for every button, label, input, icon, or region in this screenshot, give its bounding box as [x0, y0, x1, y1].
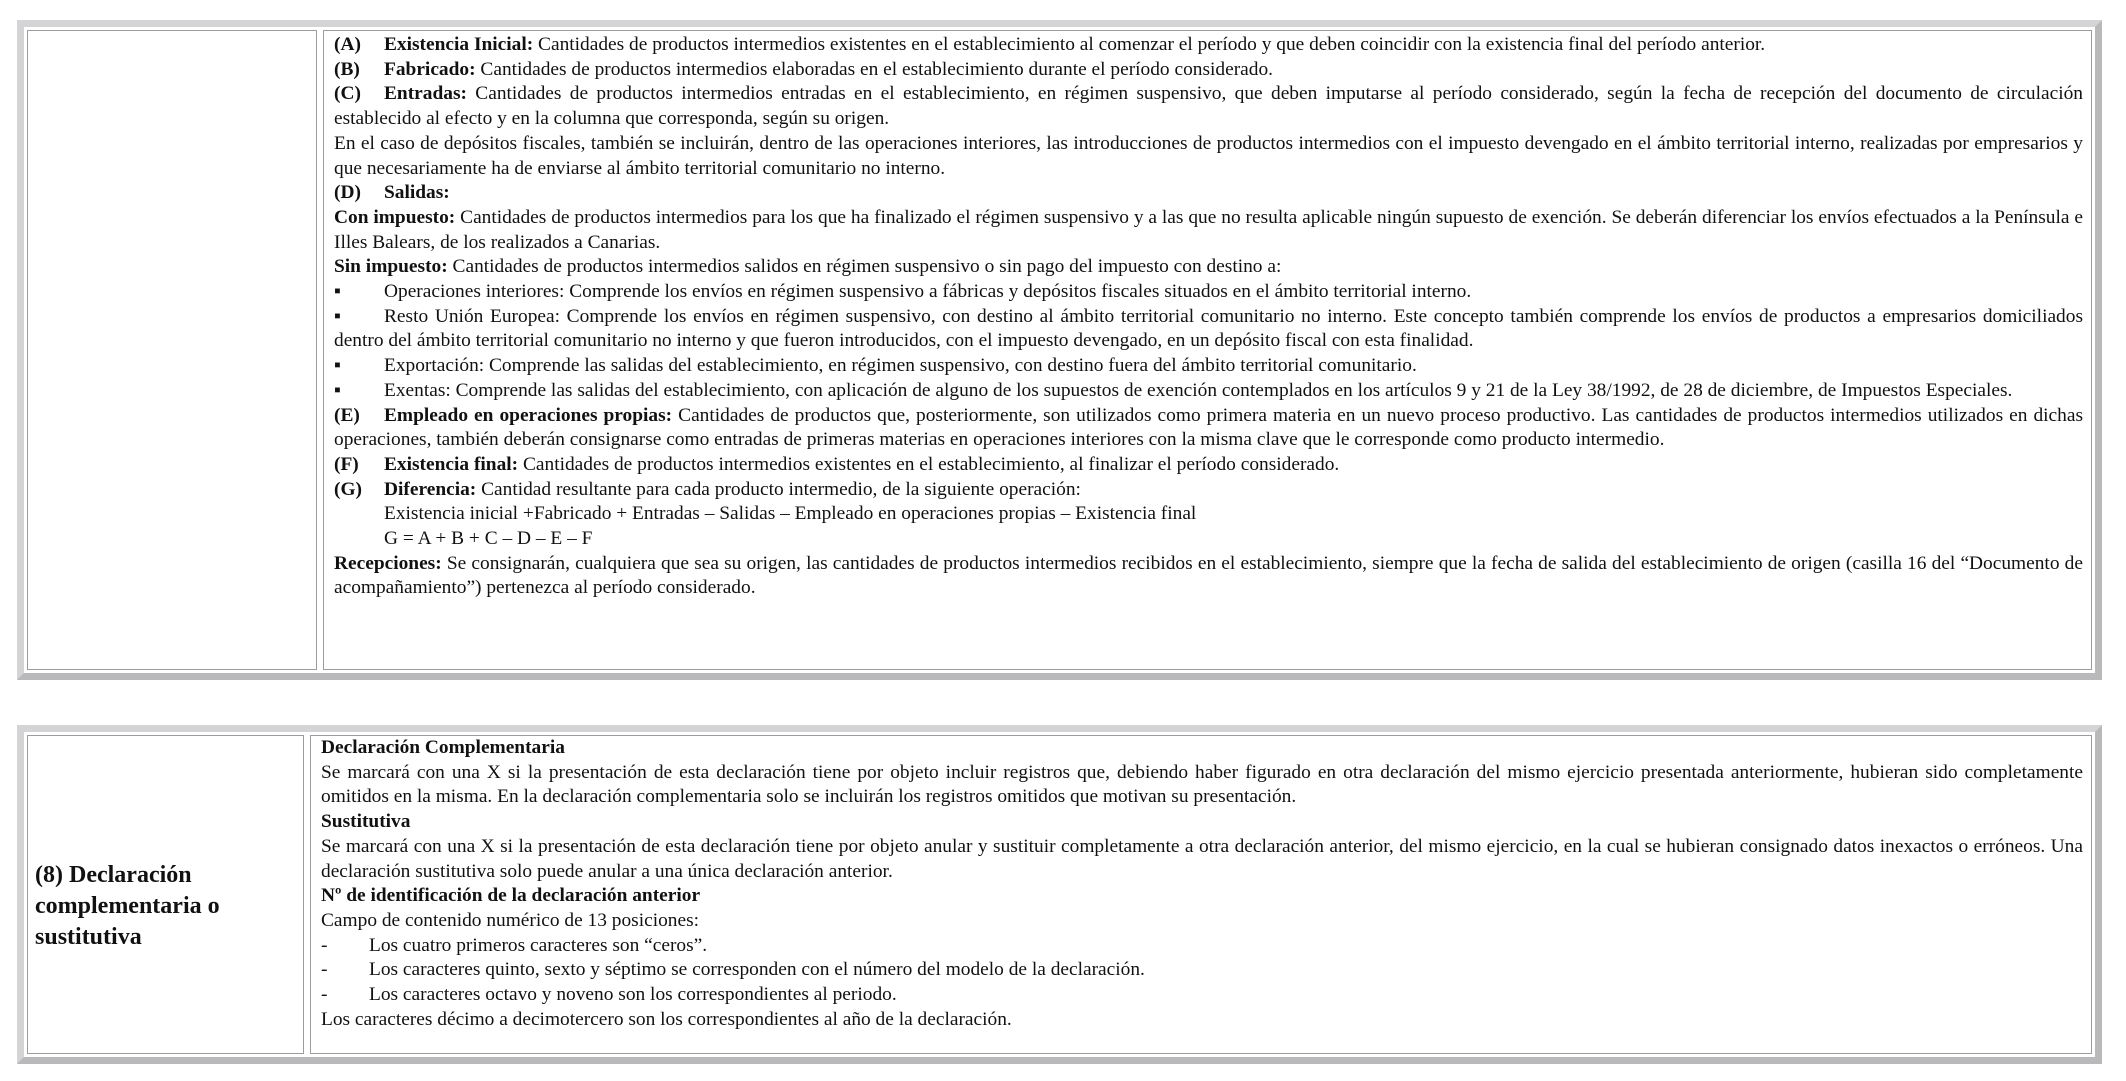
recepciones: Recepciones: Se consignarán, cualquiera que sea su origen, las cantidades de productos intermedios recibidos en el establecimiento, siempre que la fecha de salida del establecimiento de origen (casilla 16 del “Documento de acompañamiento”) pertenezca al período considerado. [334, 552, 2083, 599]
panel-existencias [17, 20, 2102, 680]
bullet-item: ▪ Resto Unión Europea: Comprende los envíos en régimen suspensivo, con destino al ámbito territorial comunitario no interno. Este concepto también comprende los envíos de productos a empresarios domiciliados dentro del ámbito territorial comunitario no interno y que fueron introducidos, con el impuesto devengado, en un depósito fiscal con esta finalidad. [334, 305, 2083, 352]
left-cell-empty [27, 30, 317, 670]
definitions-cell [323, 30, 2092, 670]
dash-item: - Los caracteres quinto, sexto y séptimo se corresponden con el número del modelo de la declaración. [321, 958, 2083, 983]
dash-item: - Los cuatro primeros caracteres son “ceros”. [321, 934, 2083, 959]
section-label-cell [27, 735, 304, 1054]
sust-text: Se marcará con una X si la presentación de esta declaración tiene por objeto anular y sustituir completamente a otra declaración anterior, del mismo ejercicio, en la cual se hubieran consignado datos inexactos o erróneos. Una declaración sustitutiva solo puede anular a una única declaración anterior. [321, 835, 2083, 882]
last-line: Los caracteres décimo a decimotercero son los correspondientes al año de la declaración. [321, 1008, 1012, 1030]
comp-title: Declaración Complementaria [321, 737, 565, 758]
item-d: (D) Salidas: [334, 182, 450, 204]
dash-icon: - [321, 959, 328, 981]
item-c-note: En el caso de depósitos fiscales, también se incluirán, dentro de las operaciones interiores, las introducciones de productos intermedios con el impuesto devengado en el ámbito territorial interno, realizadas por empresarios y que necesariamente ha de enviarse al ámbito territorial comunitario no interno. [334, 132, 2083, 179]
section-title: (8) Declaración complementaria o sustitutiva [35, 862, 220, 950]
bullet-icon: ▪ [334, 281, 341, 303]
item-f: (F) Existencia final: Cantidades de productos intermedios existentes en el establecimiento, al finalizar el período considerado. [334, 453, 1340, 475]
bullet-icon: ▪ [334, 305, 341, 327]
panel-declaracion [17, 725, 2102, 1064]
item-g: (G) Diferencia: Cantidad resultante para cada producto intermedio, de la siguiente operación: [334, 478, 1081, 500]
dash-icon: - [321, 934, 328, 956]
declaration-cell [310, 735, 2092, 1054]
id-text: Campo de contenido numérico de 13 posiciones: [321, 909, 700, 931]
bullet-icon: ▪ [334, 379, 341, 401]
sust-title: Sustitutiva [321, 811, 411, 833]
sin-impuesto: Sin impuesto: Cantidades de productos intermedios salidos en régimen suspensivo o sin pago del impuesto con destino a: [334, 256, 1282, 278]
bullet-icon: ▪ [334, 355, 341, 377]
item-a: (A) Existencia Inicial: Cantidades de productos intermedios existentes en el establecimiento al comenzar el período y que deben coincidir con la existencia final del período anterior. [334, 34, 1766, 55]
dash-item: - Los caracteres octavo y noveno son los correspondientes al periodo. [321, 983, 2083, 1008]
bullet-item: ▪ Operaciones interiores: Comprende los envíos en régimen suspensivo a fábricas y depósitos fiscales situados en el ámbito territorial interno. [334, 280, 2083, 305]
formula-line: G = A + B + C – D – E – F [384, 528, 593, 550]
item-e: (E) Empleado en operaciones propias: Cantidades de productos que, posteriormente, son utilizados como primera materia en un nuevo proceso productivo. Las cantidades de productos intermedios utilizados en dichas operaciones, también deberán consignarse como entradas de primeras materias en operaciones interiores con la misma clave que le corresponde como producto intermedio. [334, 404, 2083, 451]
id-title: Nº de identificación de la declaración anterior [321, 885, 701, 907]
dash-icon: - [321, 984, 328, 1006]
bullet-item: ▪ Exentas: Comprende las salidas del establecimiento, con aplicación de alguno de los supuestos de exención contemplados en los artículos 9 y 21 de la Ley 38/1992, de 28 de diciembre, de Impuestos Especiales. [334, 379, 2083, 404]
item-c: (C) Entradas: Cantidades de productos intermedios entradas en el establecimiento, en régimen suspensivo, que deben imputarse al período considerado, según la fecha de recepción del documento de circulación establecido al efecto y en la columna que corresponda, según su origen. [334, 83, 2083, 130]
con-impuesto: Con impuesto: Cantidades de productos intermedios para los que ha finalizado el régimen suspensivo y a las que no resulta aplicable ningún supuesto de exención. Se deberán diferenciar los envíos efectuados a la Península e Illes Balears, de los realizados a Canarias. [334, 206, 2083, 253]
bullet-item: ▪ Exportación: Comprende las salidas del establecimiento, en régimen suspensivo, con destino fuera del ámbito territorial comunitario. [334, 354, 2083, 379]
item-b: (B) Fabricado: Cantidades de productos intermedios elaboradas en el establecimiento durante el período considerado. [334, 58, 1274, 80]
formula-line: Existencia inicial +Fabricado + Entradas – Salidas – Empleado en operaciones propias – Existencia final [384, 503, 1197, 525]
comp-text: Se marcará con una X si la presentación de esta declaración tiene por objeto incluir registros que, debiendo haber figurado en otra declaración del mismo ejercicio presentada anteriormente, hubieran sido completamente omitidos en la misma. En la declaración complementaria solo se incluirán los registros omitidos que motivan su presentación. [321, 761, 2083, 808]
